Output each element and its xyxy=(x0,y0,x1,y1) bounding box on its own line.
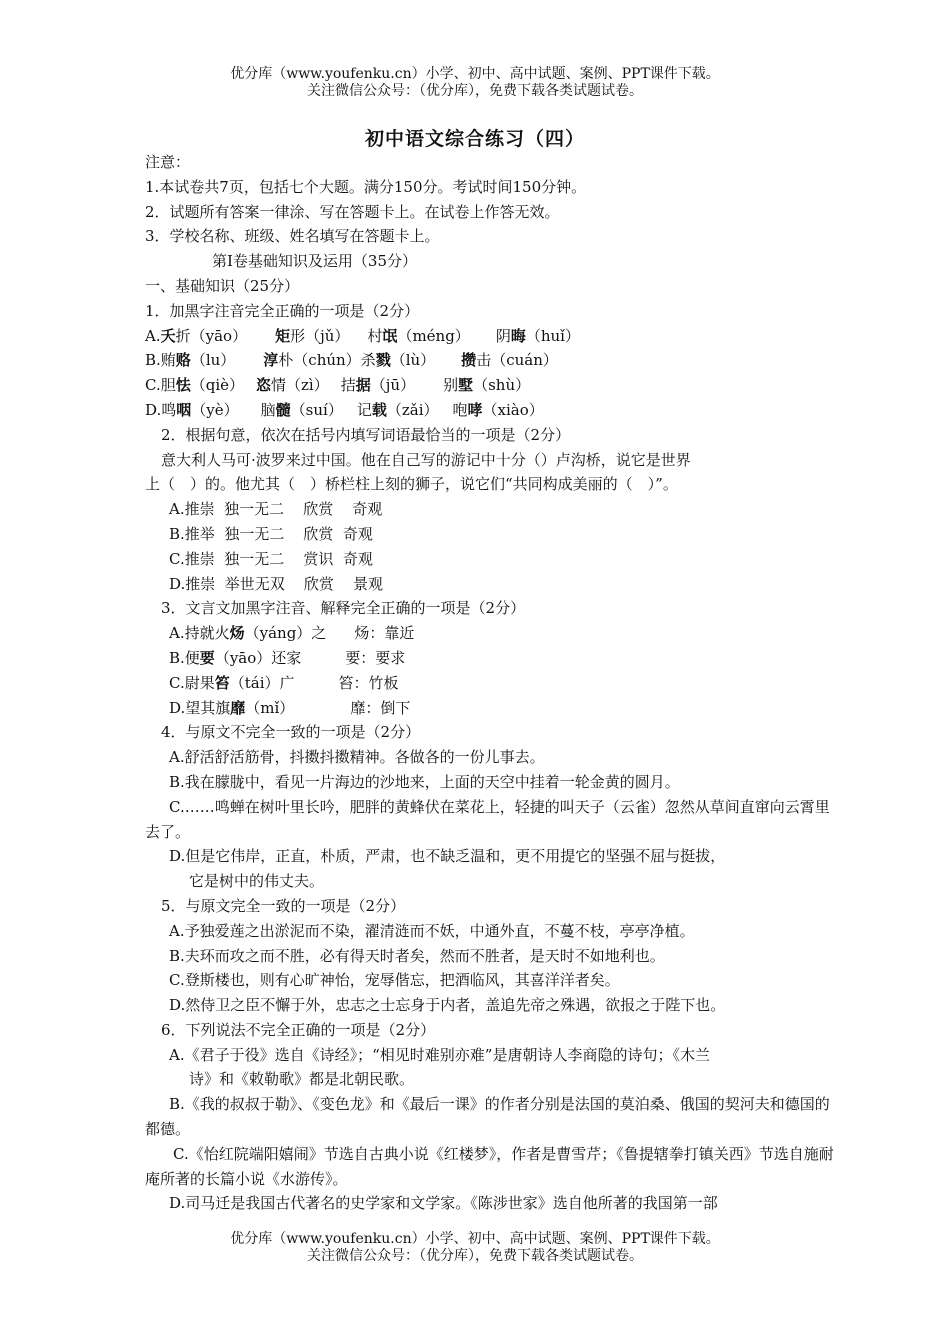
q6-option-a-line-1: A.《君子于役》选自《诗经》；“相见时难别亦难”是唐朝诗人李商隐的诗句；《木兰 xyxy=(169,1045,710,1064)
q1-c-text-4: （jū） xyxy=(370,376,416,395)
q3-option-d xyxy=(145,696,835,721)
q5-option-d: D.然侍卫之臣不懈于外，忠志之士忘身于内者，盖追先帝之殊遇，欲报之于陛下也。 xyxy=(169,996,726,1015)
q5-option-a: A.予独爱莲之出淤泥而不染，濯清涟而不妖，中通外直，不蔓不枝，亭亭净植。 xyxy=(169,921,695,940)
q4-option-a: A.舒活舒活筋骨，抖擞抖擞精神。各做各的一份儿事去。 xyxy=(169,748,545,767)
q1-c-bold-4: 墅 xyxy=(458,376,474,395)
q5-option-c: C.登斯楼也，则有心旷神怡，宠辱偕忘，把酒临风，其喜洋洋者矣。 xyxy=(169,971,620,990)
q1-option-d xyxy=(145,398,835,423)
q1-d-bold-2: 髓 xyxy=(275,400,291,419)
q1-d-text-7: （xiào） xyxy=(482,400,544,419)
q1-b-bold-4: 攒 xyxy=(461,351,477,370)
q3-b-bold: 要 xyxy=(199,648,215,667)
q3-option-a xyxy=(145,621,835,646)
q1-c-bold-2: 恣 xyxy=(256,376,272,395)
footer-line-1: 优分库（www.youfenku.cn）小学、初中、高中试题、案例、PPT课件下载。 xyxy=(230,1231,720,1247)
q1-d-text-3: （suí） xyxy=(290,400,343,419)
q2-stem: 2．根据句意，依次在括号内填写词语最恰当的一项是（2分） xyxy=(161,425,571,444)
q3-stem: 3．文言文加黑字注音、解释完全正确的一项是（2分） xyxy=(161,599,526,618)
q1-a-bold-2: 矩 xyxy=(275,326,291,345)
q6-option-b: B.《我的叔叔于勒》、《变色龙》和《最后一课》的作者分别是法国的莫泊桑、俄国的契河夫和德国的都德。 xyxy=(145,1095,830,1139)
q4-option-d-line-1: D.但是它伟岸，正直，朴质，严肃，也不缺乏温和，更不用提它的坚强不屈与挺拔， xyxy=(169,847,726,866)
q5-option-b: B.夫环而攻之而不胜，必有得天时者矣，然而不胜者，是天时不如地利也。 xyxy=(169,946,665,965)
q4-option-c: C.……鸣蝉在树叶里长吟，肥胖的黄蜂伏在菜花上，轻捷的叫天子（云雀）忽然从草间直窜向云霄里去了。 xyxy=(145,797,830,841)
q2-option-d: D.推崇 举世无双 欣赏 景观 xyxy=(169,574,383,593)
q3-a-text-1: A.持就火 xyxy=(169,624,230,643)
q3-c-bold: 笞 xyxy=(214,673,230,692)
q1-c-text-2: 情（zì） xyxy=(271,376,329,395)
notice-item-1: 1.本试卷共7页，包括七个大题。满分150分。考试时间150分钟。 xyxy=(145,177,587,196)
footer-line-2: 关注微信公众号：（优分库），免费下载各类试题试卷。 xyxy=(307,1248,643,1264)
q1-b-text-4: 击（cuán） xyxy=(476,351,558,370)
q1-d-text-1: （yè） xyxy=(191,400,239,419)
q3-b-text-1: B.便 xyxy=(169,648,200,667)
q1-a-bold-1: 夭 xyxy=(160,326,176,345)
q1-d-bold-3: 载 xyxy=(371,400,387,419)
q5-stem: 5．与原文完全一致的一项是（2分） xyxy=(161,896,406,915)
q1-a-text-4: （méng） xyxy=(397,326,470,345)
q4-option-b: B.我在朦胧中，看见一片海边的沙地来，上面的天空中挂着一轮金黄的圆月。 xyxy=(169,772,680,791)
header-line-1: 优分库（www.youfenku.cn）小学、初中、高中试题、案例、PPT课件下载。 xyxy=(230,66,720,82)
q1-option-b xyxy=(145,348,835,373)
q3-a-gloss: 炀：靠近 xyxy=(354,624,415,643)
q1-stem: 1．加黑字注音完全正确的一项是（2分） xyxy=(145,301,420,320)
q1-a-text-3: 村 xyxy=(367,326,383,345)
page-header xyxy=(0,66,950,100)
q1-b-bold-1: 赂 xyxy=(175,351,191,370)
q1-a-text-5: 阴 xyxy=(495,326,511,345)
q1-a-text-6: （huǐ） xyxy=(525,326,580,345)
q1-b-prefix: B.贿 xyxy=(145,351,176,370)
q1-c-text-1: （qiè） xyxy=(190,376,245,395)
q1-d-text-5: （zǎi） xyxy=(386,400,439,419)
exam-content xyxy=(145,150,835,1216)
q1-a-bold-4: 晦 xyxy=(510,326,526,345)
q4-option-d-line-2: 它是树中的伟丈夫。 xyxy=(189,872,325,891)
q1-c-bold-3: 据 xyxy=(355,376,371,395)
q3-d-gloss: 靡：倒下 xyxy=(350,698,411,717)
q1-b-bold-2: 淳 xyxy=(263,351,279,370)
q1-option-c xyxy=(145,373,835,398)
q1-b-text-1: （lu） xyxy=(190,351,236,370)
q3-d-bold: 靡 xyxy=(230,698,246,717)
q2-text-1: 意大利人马可·波罗来过中国。他在自己写的游记中十分（）卢沟桥，说它是世界 xyxy=(161,450,691,469)
q3-c-gloss: 笞：竹板 xyxy=(338,673,399,692)
page-title: 初中语文综合练习（四） xyxy=(364,128,585,150)
q6-option-d: D.司马迁是我国古代著名的史学家和文学家。《陈涉世家》选自他所著的我国第一部 xyxy=(169,1194,718,1213)
q1-d-text-4: 记 xyxy=(356,400,372,419)
section-title: 第Ⅰ卷基础知识及运用（35分） xyxy=(212,252,418,271)
q2-option-b: B.推举 独一无二 欣赏 奇观 xyxy=(169,524,373,543)
q3-d-text-1: D.望其旗 xyxy=(169,698,231,717)
q3-b-gloss: 要：要求 xyxy=(345,648,406,667)
q1-d-bold-1: 咽 xyxy=(176,400,192,419)
q1-c-bold-1: 怯 xyxy=(175,376,191,395)
q3-a-text-2: （yáng）之 xyxy=(244,624,327,643)
q1-a-bold-3: 氓 xyxy=(382,326,398,345)
part-1-heading: 一、基础知识（25分） xyxy=(145,276,300,295)
q3-c-text-1: C.尉果 xyxy=(169,673,215,692)
q3-d-text-2: （mǐ） xyxy=(245,698,295,717)
page-footer xyxy=(0,1231,950,1265)
q1-c-text-6: （shù） xyxy=(473,376,531,395)
q1-c-text-5: 别 xyxy=(443,376,459,395)
q1-b-text-2: 朴（chún）杀 xyxy=(278,351,376,370)
notice-item-2: 2．试题所有答案一律涂、写在答题卡上。在试卷上作答无效。 xyxy=(145,202,560,221)
q2-text-2: 上（ ）的。他尤其（ ）桥栏柱上刻的狮子，说它们“共同构成美丽的（ ）”。 xyxy=(145,475,678,494)
q1-d-prefix: D.鸣 xyxy=(145,400,177,419)
q1-d-text-2: 脑 xyxy=(260,400,276,419)
q4-stem: 4．与原文不完全一致的一项是（2分） xyxy=(161,723,421,742)
q3-c-text-2: （tái）广 xyxy=(229,673,295,692)
q1-a-prefix: A. xyxy=(145,326,161,345)
q3-option-b xyxy=(145,646,835,671)
q3-b-text-2: （yāo）还家 xyxy=(214,648,302,667)
notice-label: 注意： xyxy=(145,153,191,171)
q6-stem: 6．下列说法不完全正确的一项是（2分） xyxy=(161,1020,436,1039)
q2-option-c: C.推崇 独一无二 赏识 奇观 xyxy=(169,549,373,568)
q1-d-bold-4: 哮 xyxy=(467,400,483,419)
q2-option-a: A.推崇 独一无二 欣赏 奇观 xyxy=(169,500,383,519)
q3-a-bold: 炀 xyxy=(229,624,245,643)
q3-option-c xyxy=(145,671,835,696)
q6-option-a-line-2: 诗》和《敕勒歌》都是北朝民歌。 xyxy=(189,1070,415,1089)
q1-a-text-1: 折（yāo） xyxy=(175,326,248,345)
q1-b-text-3: （lù） xyxy=(390,351,436,370)
q1-b-bold-3: 戮 xyxy=(375,351,391,370)
q1-a-text-2: 形（jǔ） xyxy=(290,326,350,345)
q1-option-a xyxy=(145,324,835,349)
q1-c-prefix: C.胆 xyxy=(145,376,176,395)
header-line-2: 关注微信公众号：（优分库），免费下载各类试题试卷。 xyxy=(307,83,643,99)
q1-c-text-3: 拮 xyxy=(340,376,356,395)
q1-d-text-6: 咆 xyxy=(452,400,468,419)
notice-item-3: 3．学校名称、班级、姓名填写在答题卡上。 xyxy=(145,227,440,246)
q6-option-c: C.《怡红院端阳嬉闹》节选自古典小说《红楼梦》，作者是曹雪芹；《鲁提辖拳打镇关西》节选自施耐庵所著的长篇小说《水游传》。 xyxy=(145,1144,834,1188)
